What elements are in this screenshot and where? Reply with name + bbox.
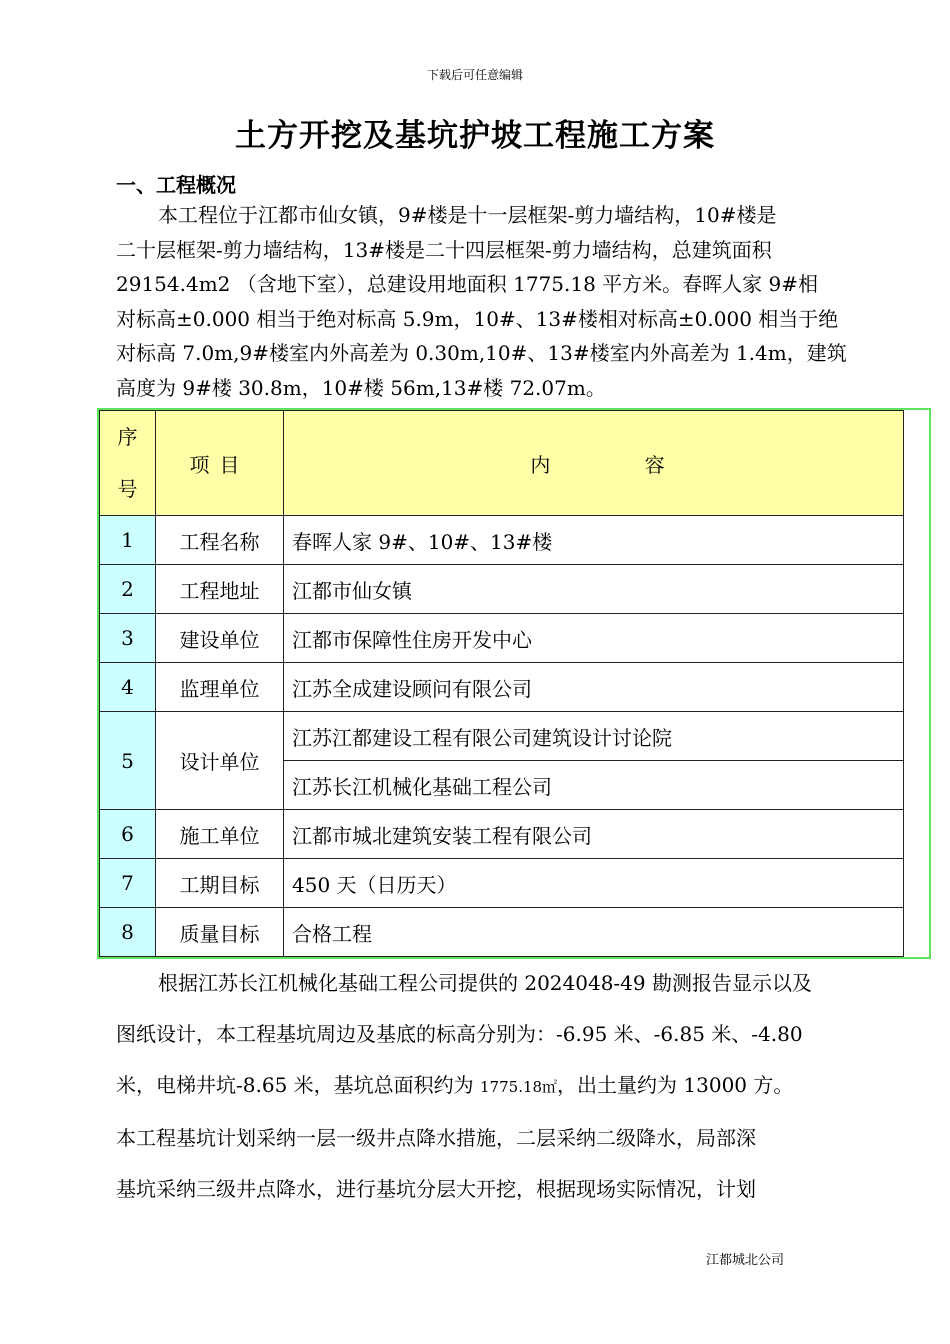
section-heading: 一、工程概况	[116, 173, 236, 197]
row-content: 江都市保障性住房开发中心	[284, 614, 904, 663]
row-item: 工期目标	[156, 859, 284, 908]
table-header-row	[100, 411, 904, 516]
row-num: 5	[100, 712, 156, 810]
paragraph-line: 根据江苏长江机械化基础工程公司提供的 2024048-49 勘测报告显示以及	[158, 971, 812, 995]
header-item-label: 项目	[189, 452, 250, 477]
paragraph-line: 高度为 9#楼 30.8m，10#楼 56m,13#楼 72.07m。	[116, 375, 606, 400]
table-row	[100, 565, 904, 614]
paragraph-line: 对标高 7.0m,9#楼室内外高差为 0.30m,10#、13#楼室内外高差为 1.4m，建筑	[116, 341, 847, 365]
row-item: 监理单位	[156, 663, 284, 712]
row-item: 建设单位	[156, 614, 284, 663]
header-content-left: 内	[530, 452, 551, 477]
row-num: 1	[100, 516, 156, 565]
paragraph-line-part: 米，电梯井坑-8.65 米，基坑总面积约为	[116, 1073, 481, 1097]
header-item	[156, 411, 284, 516]
row-num: 7	[100, 859, 156, 908]
page-title: 土方开挖及基坑护坡工程施工方案	[235, 118, 715, 154]
row-item: 质量目标	[156, 908, 284, 957]
paragraph-line: 对标高±0.000 相当于绝对标高 5.9m，10#、13#楼相对标高±0.000 相当于绝	[116, 306, 839, 331]
row-num: 4	[100, 663, 156, 712]
project-info-table	[99, 410, 904, 957]
row-num: 6	[100, 810, 156, 859]
row-num: 3	[100, 614, 156, 663]
paragraph-line	[116, 1060, 850, 1113]
project-info-table-frame	[97, 408, 931, 959]
paragraph-line: 29154.4m2 （含地下室），总建设用地面积 1775.18 平方米。春晖人家 9#相	[116, 272, 819, 296]
row-content: 江都市仙女镇	[284, 565, 904, 614]
overview-paragraph	[116, 198, 850, 405]
row-content: 江苏长江机械化基础工程公司	[284, 761, 904, 810]
row-content: 江苏全成建设顾问有限公司	[284, 663, 904, 712]
footer-company: 江都城北公司	[706, 1253, 785, 1268]
row-item: 工程地址	[156, 565, 284, 614]
table-row	[100, 516, 904, 565]
paragraph-line-part: ，出土量约为 13000 方。	[557, 1073, 794, 1097]
table-row	[100, 859, 904, 908]
header-note: 下载后可任意编辑	[426, 68, 523, 82]
row-item: 设计单位	[156, 712, 284, 810]
header-content	[284, 411, 904, 516]
table-row	[100, 663, 904, 712]
row-num: 2	[100, 565, 156, 614]
row-num: 8	[100, 908, 156, 957]
header-num	[100, 411, 156, 516]
excavation-paragraph	[116, 958, 850, 1215]
table-row	[100, 712, 904, 761]
table-row	[100, 908, 904, 957]
row-content: 合格工程	[284, 908, 904, 957]
row-content: 450 天（日历天）	[284, 859, 904, 908]
table-row	[100, 614, 904, 663]
row-content: 春晖人家 9#、10#、13#楼	[284, 516, 904, 565]
paragraph-line: 二十层框架-剪力墙结构，13#楼是二十四层框架-剪力墙结构，总建筑面积	[116, 237, 772, 262]
area-value: 1775.18㎡	[480, 1078, 558, 1096]
paragraph-line: 本工程基坑计划采纳一层一级井点降水措施，二层采纳二级降水，局部深	[116, 1126, 756, 1150]
table-row	[100, 810, 904, 859]
paragraph-line: 基坑采纳三级井点降水，进行基坑分层大开挖，根据现场实际情况，计划	[116, 1177, 756, 1201]
row-content: 江都市城北建筑安装工程有限公司	[284, 810, 904, 859]
row-item: 工程名称	[156, 516, 284, 565]
header-num-top: 序	[117, 425, 138, 449]
paragraph-line: 图纸设计，本工程基坑周边及基底的标高分别为：-6.95 米、-6.85 米、-4.80	[116, 1022, 803, 1046]
header-content-right: 容	[644, 452, 665, 477]
header-num-bottom: 号	[117, 477, 138, 501]
paragraph-line: 本工程位于江都市仙女镇，9#楼是十一层框架-剪力墙结构，10#楼是	[158, 203, 777, 227]
row-content: 江苏江都建设工程有限公司建筑设计讨论院	[284, 712, 904, 761]
row-item: 施工单位	[156, 810, 284, 859]
